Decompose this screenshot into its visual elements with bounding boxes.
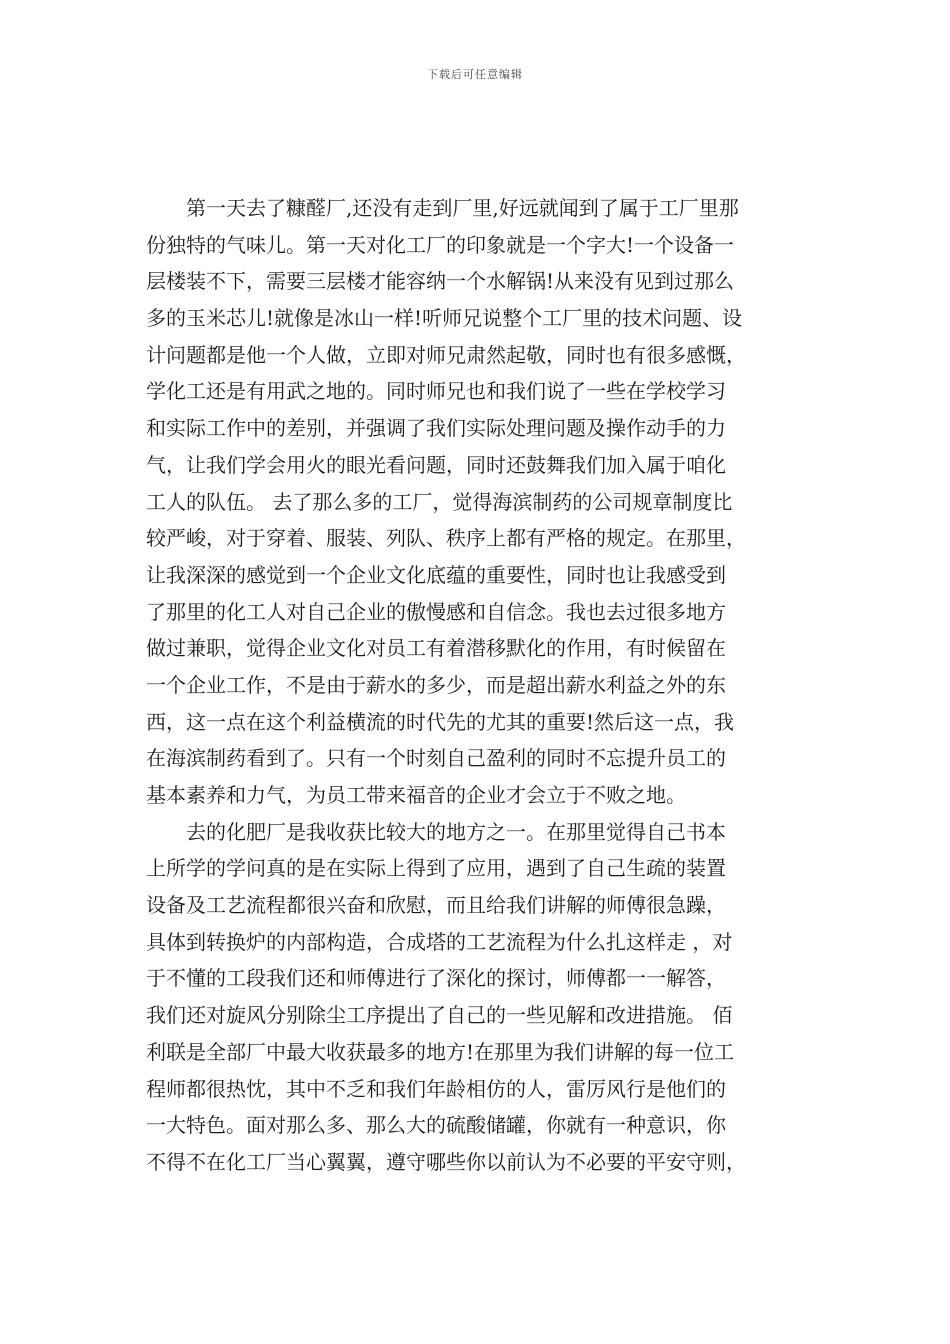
document-body [146, 190, 806, 1181]
text-line: 做过兼职，觉得企业文化对员工有着潜移默化的作用，有时候留在 [146, 636, 726, 661]
text-line: 第一天去了糠醛厂,还没有走到厂里,好远就闻到了属于工厂里那 [186, 196, 739, 220]
text-line: 去的化肥厂是我收获比较大的地方之一。在那里觉得自己书本 [186, 819, 726, 844]
page-header: 下载后可任意编辑 [427, 68, 523, 81]
text-line: 层楼装不下，需要三层楼才能容纳一个水解锅!从来没有见到过那么 [146, 269, 735, 294]
text-line: 在海滨制药看到了。只有一个时刻自己盈利的同时不忘提升员工的 [146, 746, 726, 771]
text-line: 设备及工艺流程都很兴奋和欣慰，而且给我们讲解的师傅很急躁， [146, 893, 726, 918]
text-line: 气，让我们学会用火的眼光看问题，同时还鼓舞我们加入属于咱化 [146, 452, 726, 477]
text-line: 份独特的气味儿。第一天对化工厂的印象就是一个字大!一个设备一 [146, 232, 735, 257]
text-line: 学化工还是有用武之地的。同时师兄也和我们说了一些在学校学习 [146, 379, 726, 404]
text-line: 利联是全部厂中最大收获最多的地方!在那里为我们讲解的每一位工 [146, 1039, 735, 1064]
paragraph [146, 814, 806, 1181]
text-line: 和实际工作中的差别，并强调了我们实际处理问题及操作动手的力 [146, 416, 726, 441]
text-line: 我们还对旋风分别除尘工序提出了自己的一些见解和改进措施。 佰 [146, 1003, 733, 1028]
text-line: 让我深深的感觉到一个企业文化底蕴的重要性，同时也让我感受到 [146, 562, 726, 587]
text-line: 一个企业工作，不是由于薪水的多少，而是超出薪水利益之外的东 [146, 672, 726, 697]
text-line: 基本素养和力气，为员工带来福音的企业才会立于不败之地。 [146, 783, 686, 807]
text-line: 较严峻，对于穿着、服装、列队、秩序上都有严格的规定。在那里， [146, 526, 746, 551]
text-line: 程师都很热忱，其中不乏和我们年龄相仿的人，雷厉风行是他们的 [146, 1076, 726, 1101]
text-line: 西，这一点在这个利益横流的时代先的尤其的重要!然后这一点，我 [146, 709, 735, 734]
text-line: 多的玉米芯儿!就像是冰山一样!听师兄说整个工厂里的技术问题、设 [146, 306, 743, 331]
text-line: 了那里的化工人对自己企业的傲慢感和自信念。我也去过很多地方 [146, 599, 726, 624]
text-line: 一大特色。面对那么多、那么大的硫酸储罐，你就有一种意识，你 [146, 1113, 726, 1138]
text-line: 于不懂的工段我们还和师傅进行了深化的探讨，师傅都一一解答， [146, 966, 726, 991]
text-line: 计问题都是他一个人做，立即对师兄肃然起敬，同时也有很多感慨， [146, 342, 746, 367]
text-line: 工人的队伍。 去了那么多的工厂，觉得海滨制药的公司规章制度比 [146, 489, 733, 514]
text-line: 不得不在化工厂当心翼翼，遵守哪些你以前认为不必要的平安守则， [146, 1149, 746, 1174]
paragraph [146, 190, 806, 814]
text-line: 具体到转换炉的内部构造，合成塔的工艺流程为什么扎这样走 ，对 [146, 929, 733, 954]
text-line: 上所学的学问真的是在实际上得到了应用，遇到了自己生疏的装置 [146, 856, 726, 881]
